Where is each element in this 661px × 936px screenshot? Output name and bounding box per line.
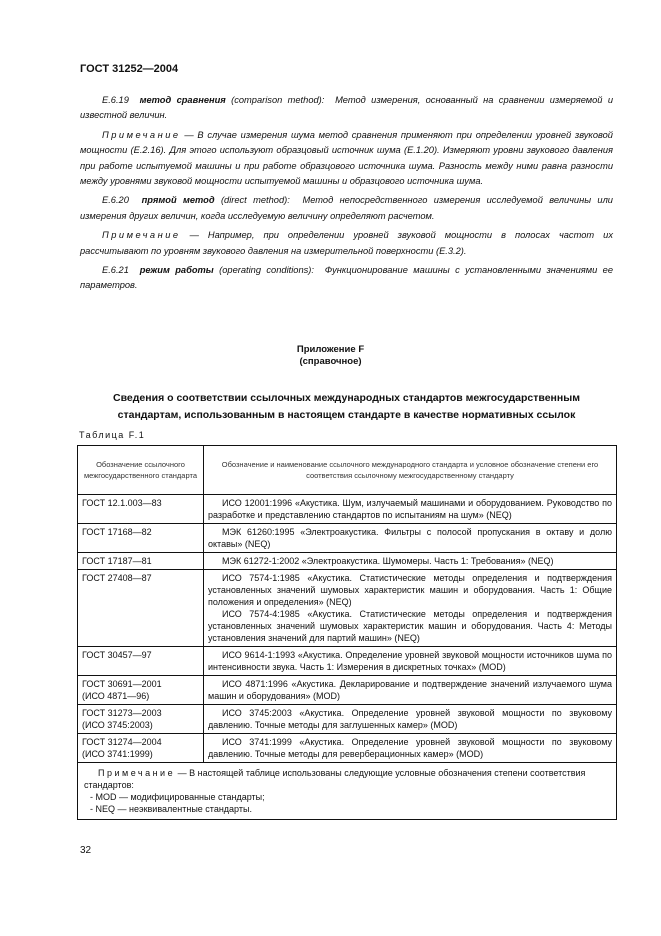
gost-iso-equivalent: (ИСО 3745:2003) <box>82 720 153 730</box>
international-standard: ИСО 7574-1:1985 «Акустика. Статистические методы определения и подтверждения установленных значений шумовых характеристик машин и оборудования. Часть 1: Общие положения и определения» (NEQ) <box>208 573 612 607</box>
note <box>80 128 613 190</box>
table-header-row <box>78 446 617 495</box>
gost-designation: ГОСТ 31274—2004 <box>82 737 162 747</box>
appendix-heading <box>0 344 661 368</box>
term-english: (operating conditions): <box>219 265 314 276</box>
reference-cell <box>204 734 617 763</box>
appendix-subtitle: (справочное) <box>299 356 362 367</box>
international-standard: ИСО 3745:2003 «Акустика. Определение уровней звуковой мощности по звуковому давлению. Точные методы для заглушенных камер» (MOD) <box>208 708 612 730</box>
clause-number: Е.6.21 <box>102 265 129 276</box>
note-item: - NEQ — неэквивалентные стандарты. <box>90 804 252 814</box>
international-standard: ИСО 3741:1999 «Акустика. Определение уровней звуковой мощности по звуковому давлению. Точные методы для реверберационных камер» (MOD) <box>208 737 612 759</box>
international-standard: МЭК 61272-1:2002 «Электроакустика. Шумомеры. Часть 1: Требования» (NEQ) <box>222 556 554 566</box>
table-row <box>78 647 617 676</box>
table-row <box>78 676 617 705</box>
gost-cell <box>78 647 204 676</box>
reference-cell <box>204 647 617 676</box>
section-title: Сведения о соответствии ссылочных международных стандартов межгосударственным стандартам, использованным в настоящем стандарте в качестве нормативных ссылок <box>113 392 580 421</box>
clause-number: Е.6.19 <box>102 95 129 105</box>
definition-e-6-20 <box>80 193 613 224</box>
note <box>80 228 613 259</box>
term: прямой метод <box>141 195 215 206</box>
table-row <box>78 495 617 524</box>
reference-cell <box>204 570 617 647</box>
table-row <box>78 734 617 763</box>
reference-cell <box>204 705 617 734</box>
gost-designation: ГОСТ 17187—81 <box>82 556 152 566</box>
table-row <box>78 570 617 647</box>
column-header: Обозначение ссылочного межгосударственного стандарта <box>78 446 204 495</box>
gost-cell <box>78 734 204 763</box>
international-standard: МЭК 61260:1995 «Электроакустика. Фильтры с полосой пропускания в октаву и долю октавы» (NEQ) <box>208 527 612 549</box>
reference-cell <box>204 495 617 524</box>
term: метод сравнения <box>139 95 226 105</box>
gost-cell <box>78 570 204 647</box>
term: режим работы <box>139 265 214 276</box>
gost-designation: ГОСТ 31273—2003 <box>82 708 162 718</box>
table-row <box>78 524 617 553</box>
clause-number: Е.6.20 <box>102 195 129 206</box>
gost-designation: ГОСТ 17168—82 <box>82 527 152 537</box>
standards-table <box>77 445 617 820</box>
international-standard: ИСО 12001:1996 «Акустика. Шум, излучаемый машинами и оборудованием. Руководство по разработке и представлению стандартов по испытаниям на шум» (NEQ) <box>208 498 612 520</box>
note-item: - MOD — модифицированные стандарты; <box>90 792 265 802</box>
note-label: Примечание <box>102 230 181 241</box>
table-caption: Таблица F.1 <box>79 430 146 440</box>
international-standard: ИСО 4871:1996 «Акустика. Декларирование и подтверждение значений излучаемого шума машин и оборудования» (MOD) <box>208 679 612 701</box>
gost-cell <box>78 705 204 734</box>
note-text: — Например, при определении уровней звуковой мощности в полосах частот их рассчитывают по уровням звукового давления на измерительной поверхности (Е.3.2). <box>80 230 613 256</box>
note-label: Примечание <box>102 129 181 140</box>
definitions-section <box>80 93 613 298</box>
gost-designation: ГОСТ 30691—2001 <box>82 679 162 689</box>
term-english: (direct method): <box>220 195 290 206</box>
reference-cell <box>204 553 617 570</box>
international-standard: ИСО 9614-1:1993 «Акустика. Определение уровней звуковой мощности источников шума по интенсивности звука. Часть 1: Измерения в дискретных точках» (MOD) <box>208 650 612 672</box>
appendix-title: Приложение F <box>296 344 365 355</box>
term-english: (comparison method): <box>231 95 325 105</box>
definition-text: Метод непосредственного измерения исследуемой величины или измерения других величин, когда исследуемую величину определяют расчетом. <box>80 195 613 221</box>
page-number: 32 <box>80 845 92 856</box>
gost-iso-equivalent: (ИСО 4871—96) <box>82 691 150 701</box>
gost-designation: ГОСТ 27408—87 <box>82 573 152 583</box>
note-text: — В настоящей таблице использованы следующие условные обозначения степени соответствия стандартов: <box>84 768 586 790</box>
note-text: — В случае измерения шума метод сравнения применяют при определении уровней звуковой мощности (Е.2.16). Для этого используют образцовый источник шума (Е.1.20). Измеряют уровни звукового давления при работе испытуемой машины и при работе образцового источника шума. Разность между ними равна разности между уровнями звуковой мощности испытуемой машины и образцового источника шума. <box>80 129 613 187</box>
gost-cell <box>78 524 204 553</box>
reference-cell <box>204 676 617 705</box>
table-note-row <box>78 763 617 820</box>
definition-text: Функционирование машины с установленными значениями ее параметров. <box>80 265 613 291</box>
definition-text: Метод измерения, основанный на сравнении измеряемой и известной величин. <box>80 95 614 121</box>
gost-cell <box>78 495 204 524</box>
table-row <box>78 705 617 734</box>
international-standard: ИСО 7574-4:1985 «Акустика. Статистические методы определения и подтверждения установленных значений шумовых характеристик машин и оборудования. Часть 4: Методы установления значений для партий машин» (NEQ) <box>208 609 612 643</box>
note-label: Примечание <box>98 768 176 778</box>
gost-cell <box>78 676 204 705</box>
table-row <box>78 553 617 570</box>
gost-designation: ГОСТ 12.1.003—83 <box>82 498 162 508</box>
definition-e-6-19 <box>80 93 613 124</box>
gost-designation: ГОСТ 30457—97 <box>82 650 152 660</box>
definition-e-6-21 <box>80 263 613 294</box>
gost-cell <box>78 553 204 570</box>
reference-cell <box>204 524 617 553</box>
table-note <box>78 763 617 820</box>
column-header: Обозначение и наименование ссылочного международного стандарта и условное обозначение степени его соответствия ссылочному межгосударственному стандарту <box>204 446 617 495</box>
document-header: ГОСТ 31252—2004 <box>80 63 179 75</box>
gost-iso-equivalent: (ИСО 3741:1999) <box>82 749 153 759</box>
